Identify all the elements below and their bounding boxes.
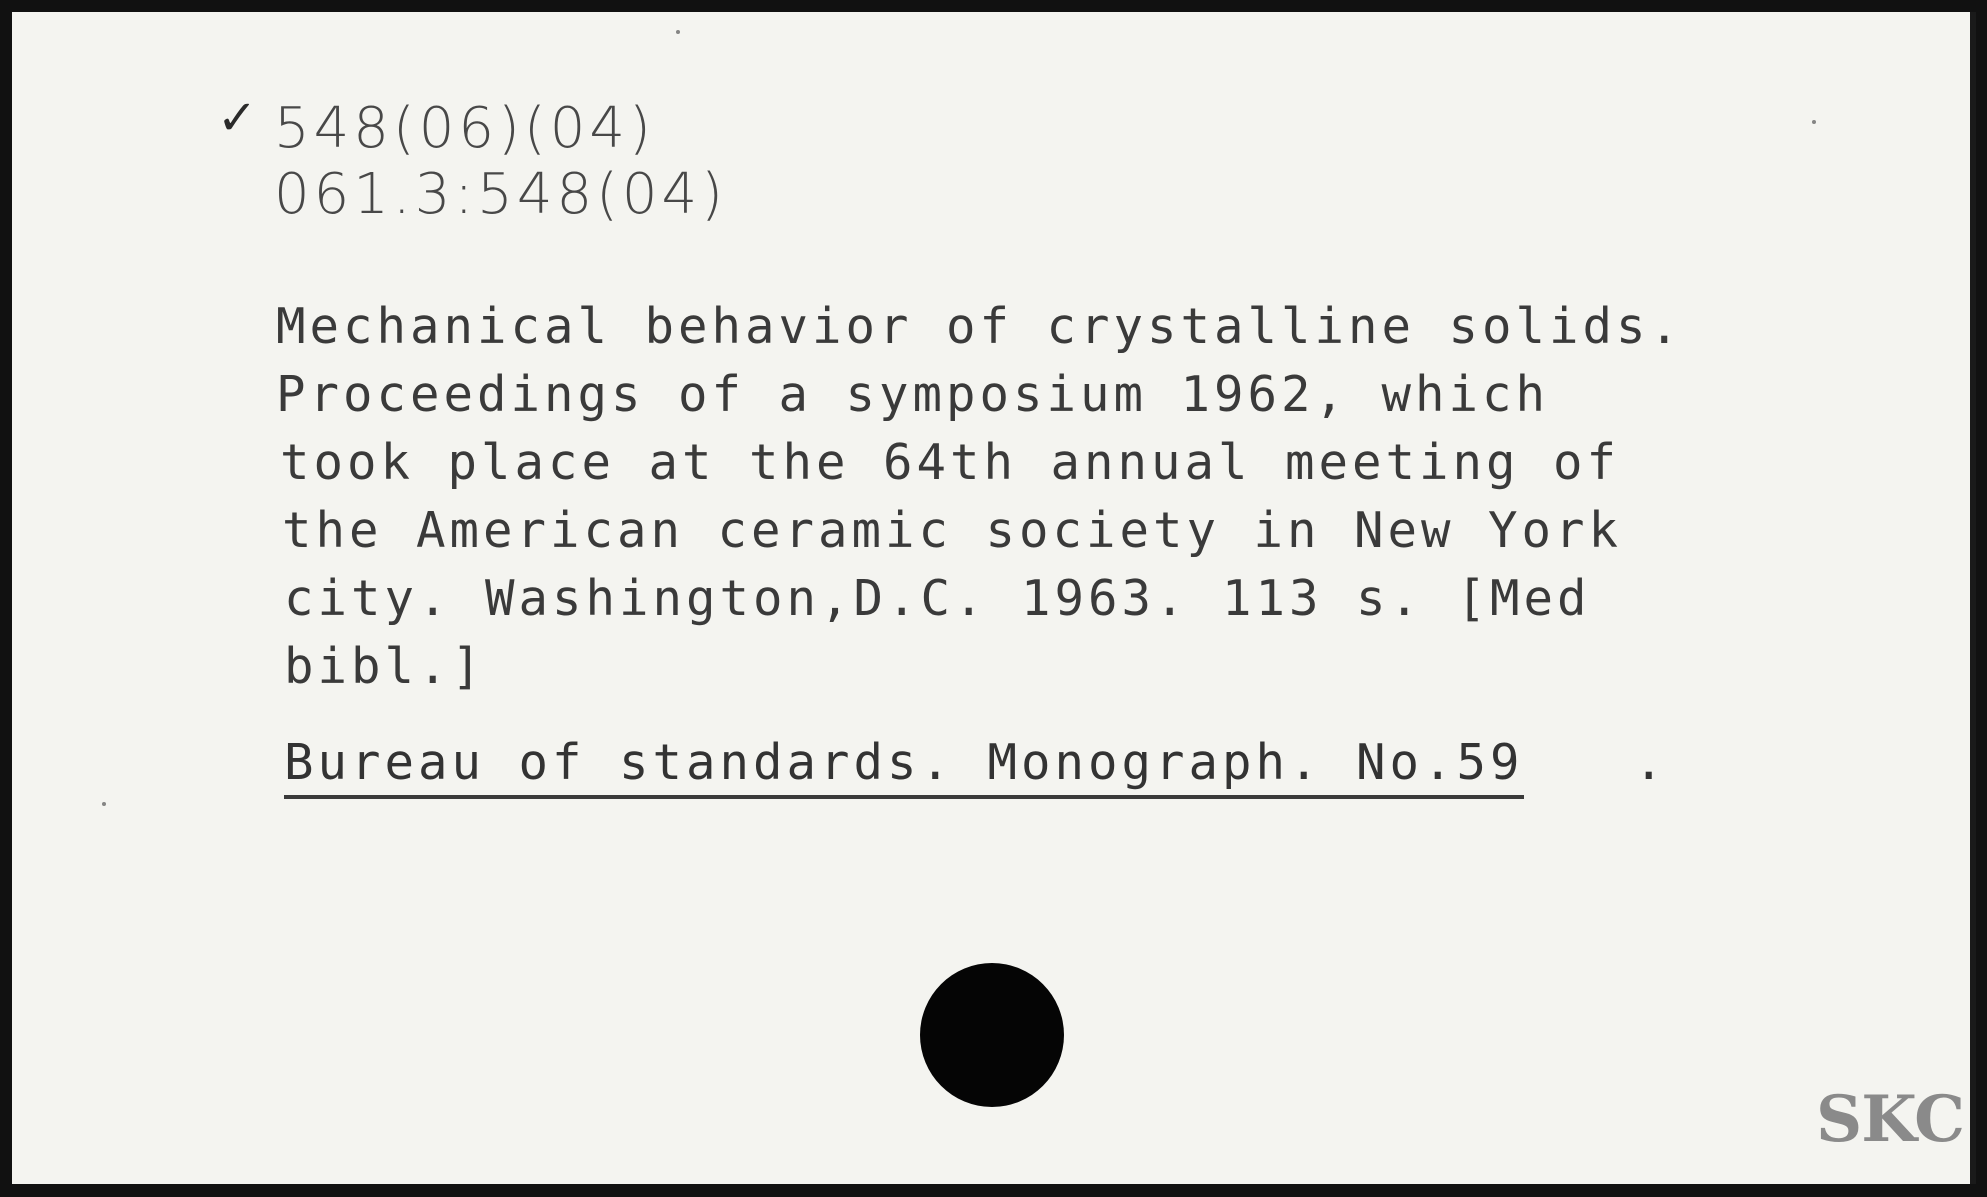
- dust-speck: [102, 802, 106, 806]
- dust-speck: [1812, 120, 1816, 124]
- description-line: took place at the 64th annual meeting of: [280, 434, 1621, 491]
- classification-number-secondary: 061.3:548(04): [274, 162, 728, 227]
- description-line: Mechanical behavior of crystalline solids.: [276, 298, 1684, 355]
- library-stamp: SKC: [1816, 1082, 1965, 1157]
- description-line: city. Washington,D.C. 1963. 113 s. [Med: [284, 570, 1591, 627]
- description-line: bibl.]: [284, 638, 486, 695]
- description-line: the American ceramic society in New York: [282, 502, 1623, 559]
- catalog-card: [12, 12, 1976, 1184]
- description-line: Proceedings of a symposium 1962, which: [276, 366, 1550, 423]
- dust-speck: [676, 30, 680, 34]
- check-mark-icon: ✓: [217, 90, 258, 146]
- punch-hole: [920, 963, 1064, 1107]
- classification-number-primary: 548(06)(04): [274, 96, 655, 161]
- series-period: .: [1634, 734, 1664, 791]
- series-statement: Bureau of standards. Monograph. No.59: [284, 734, 1524, 799]
